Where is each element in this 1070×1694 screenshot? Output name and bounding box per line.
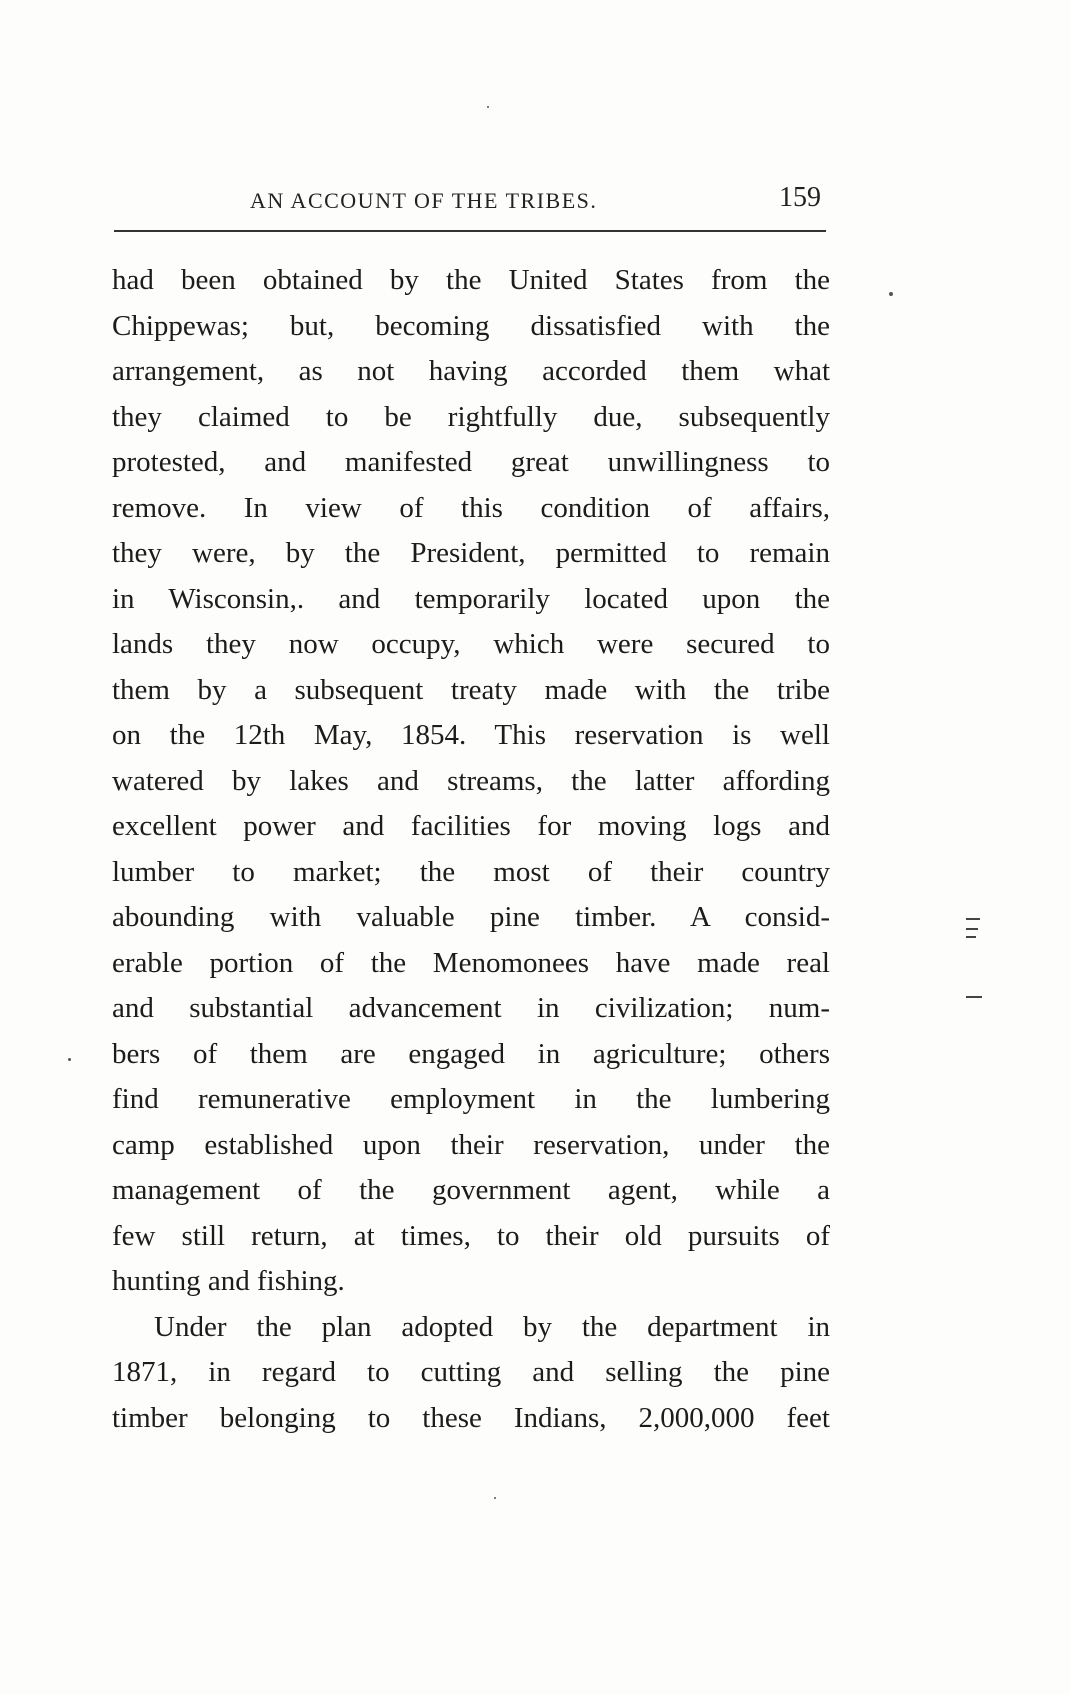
text-line: remove. In view of this condition of affairs, [112,491,830,524]
running-head [112,182,827,222]
text-line: watered by lakes and streams, the latter affording [112,764,830,797]
body-text [112,258,830,1441]
text-line: had been obtained by the United States from the [112,264,830,296]
margin-mark [966,996,982,998]
text-line: in Wisconsin,. and temporarily located upon the [112,582,830,615]
text-line: bers of them are engaged in agriculture; others [112,1037,830,1070]
scan-speck [494,1497,496,1499]
text-line: arrangement, as not having accorded them what [112,355,830,387]
text-line: few still return, at times, to their old pursuits of [112,1219,830,1252]
paragraph-2 [112,1305,830,1442]
scan-speck [68,1058,71,1061]
text-line: abounding with valuable pine timber. A consid- [112,901,830,933]
header-rule [114,230,826,232]
paragraph-1 [112,258,830,1305]
text-line: find remunerative employment in the lumbering [112,1083,830,1115]
text-line: 1871, in regard to cutting and selling the pine [112,1356,830,1388]
text-line: Chippewas; but, becoming dissatisfied with the [112,309,830,342]
scan-speck [487,106,489,108]
text-line: lumber to market; the most of their country [112,855,830,888]
text-line: Under the plan adopted by the department in [154,1310,830,1343]
text-line: and substantial advancement in civilization; num- [112,992,830,1024]
text-line: protested, and manifested great unwillingness to [112,446,830,478]
running-title: AN ACCOUNT OF THE TRIBES. [250,188,598,213]
text-line: they were, by the President, permitted to remain [112,537,830,569]
text-line: hunting and fishing. [112,1265,345,1297]
text-line: camp established upon their reservation, under the [112,1128,830,1161]
margin-mark [966,936,976,938]
text-line: they claimed to be rightfully due, subsequently [112,400,830,433]
text-line: management of the government agent, while a [112,1174,830,1206]
text-line: them by a subsequent treaty made with the tribe [112,673,830,706]
text-line: on the 12th May, 1854. This reservation is well [112,719,830,751]
text-line: erable portion of the Menomonees have made real [112,946,830,979]
margin-mark [966,928,978,930]
margin-mark [966,918,980,920]
text-line: excellent power and facilities for moving logs and [112,810,830,842]
page-number: 159 [779,182,821,213]
scan-speck [889,292,893,296]
text-line: lands they now occupy, which were secured to [112,628,830,660]
text-line: timber belonging to these Indians, 2,000,000 feet [112,1401,830,1434]
